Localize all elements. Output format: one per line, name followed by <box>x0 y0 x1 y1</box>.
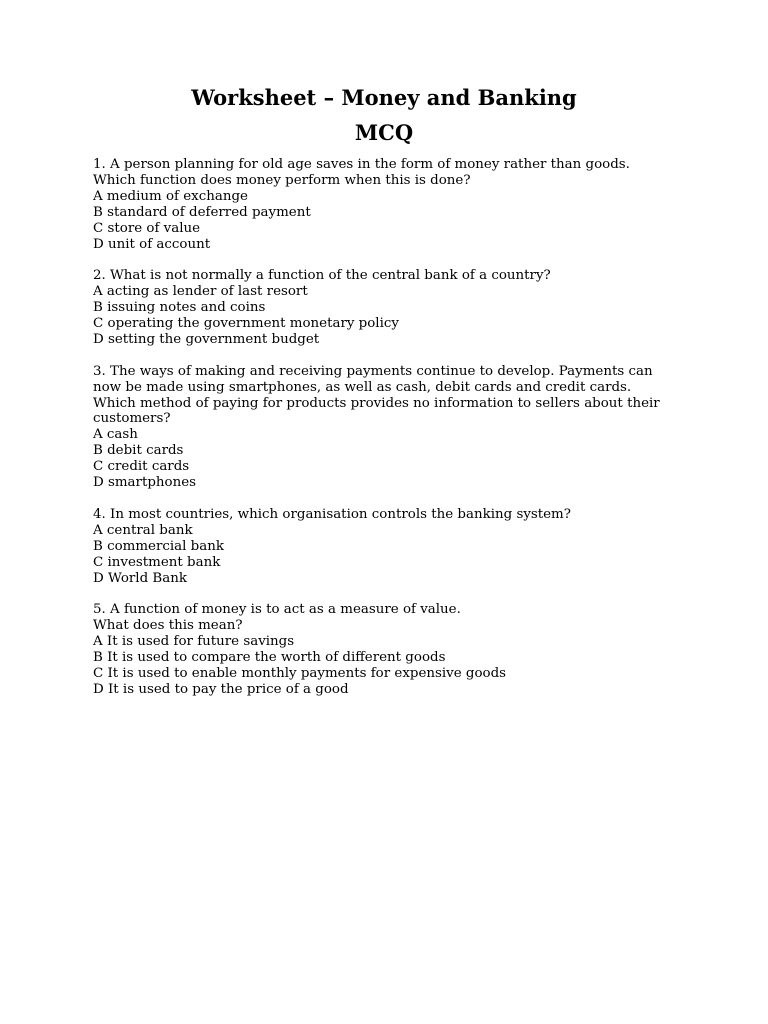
question-1 <box>93 157 673 252</box>
answer-option-c: C investment bank <box>93 554 221 570</box>
question-stem: 4. In most countries, which organisation controls the banking system? <box>93 506 571 522</box>
answer-option-c: C credit cards <box>93 459 190 475</box>
answer-option-d: D unit of account <box>93 236 211 252</box>
answer-option-a: A cash <box>93 427 138 443</box>
page-subtitle: MCQ <box>354 120 414 145</box>
answer-option-b: B issuing notes and coins <box>93 300 266 316</box>
answer-option-c: C operating the government monetary policy <box>93 316 399 332</box>
question-4 <box>93 507 673 587</box>
answer-option-b: B debit cards <box>93 443 184 459</box>
answer-option-d: D setting the government budget <box>93 331 320 347</box>
answer-option-b: B standard of deferred payment <box>93 204 311 220</box>
question-stem-line-2: What does this mean? <box>93 618 243 634</box>
answer-option-d: D World Bank <box>93 570 187 586</box>
answer-option-b: B commercial bank <box>93 538 224 554</box>
question-3 <box>93 364 673 491</box>
question-2 <box>93 268 673 348</box>
answer-option-c: C store of value <box>93 220 201 236</box>
answer-option-a: A central bank <box>93 522 193 538</box>
answer-option-a: A medium of exchange <box>93 188 248 204</box>
question-stem: 3. The ways of making and receiving payments continue to develop. Payments can now be made using smartphones, as well as cash, debit cards and credit cards. Which method of paying for products provides no information to sellers about their customers? <box>93 363 660 427</box>
question-5 <box>93 602 673 697</box>
answer-option-d: D It is used to pay the price of a good <box>93 681 349 697</box>
answer-option-d: D smartphones <box>93 475 197 491</box>
answer-option-a: A It is used for future savings <box>93 634 295 650</box>
question-stem: 2. What is not normally a function of the central bank of a country? <box>93 268 551 284</box>
question-stem-line-1: 5. A function of money is to act as a measure of value. <box>93 602 461 618</box>
answer-option-a: A acting as lender of last resort <box>93 284 308 300</box>
answer-option-c: C It is used to enable monthly payments for expensive goods <box>93 665 507 681</box>
question-stem: 1. A person planning for old age saves in the form of money rather than goods. Which function does money perform when this is done? <box>93 157 630 188</box>
page-title: Worksheet – Money and Banking <box>191 85 577 110</box>
answer-option-b: B It is used to compare the worth of different goods <box>93 650 446 666</box>
question-list <box>93 157 673 714</box>
